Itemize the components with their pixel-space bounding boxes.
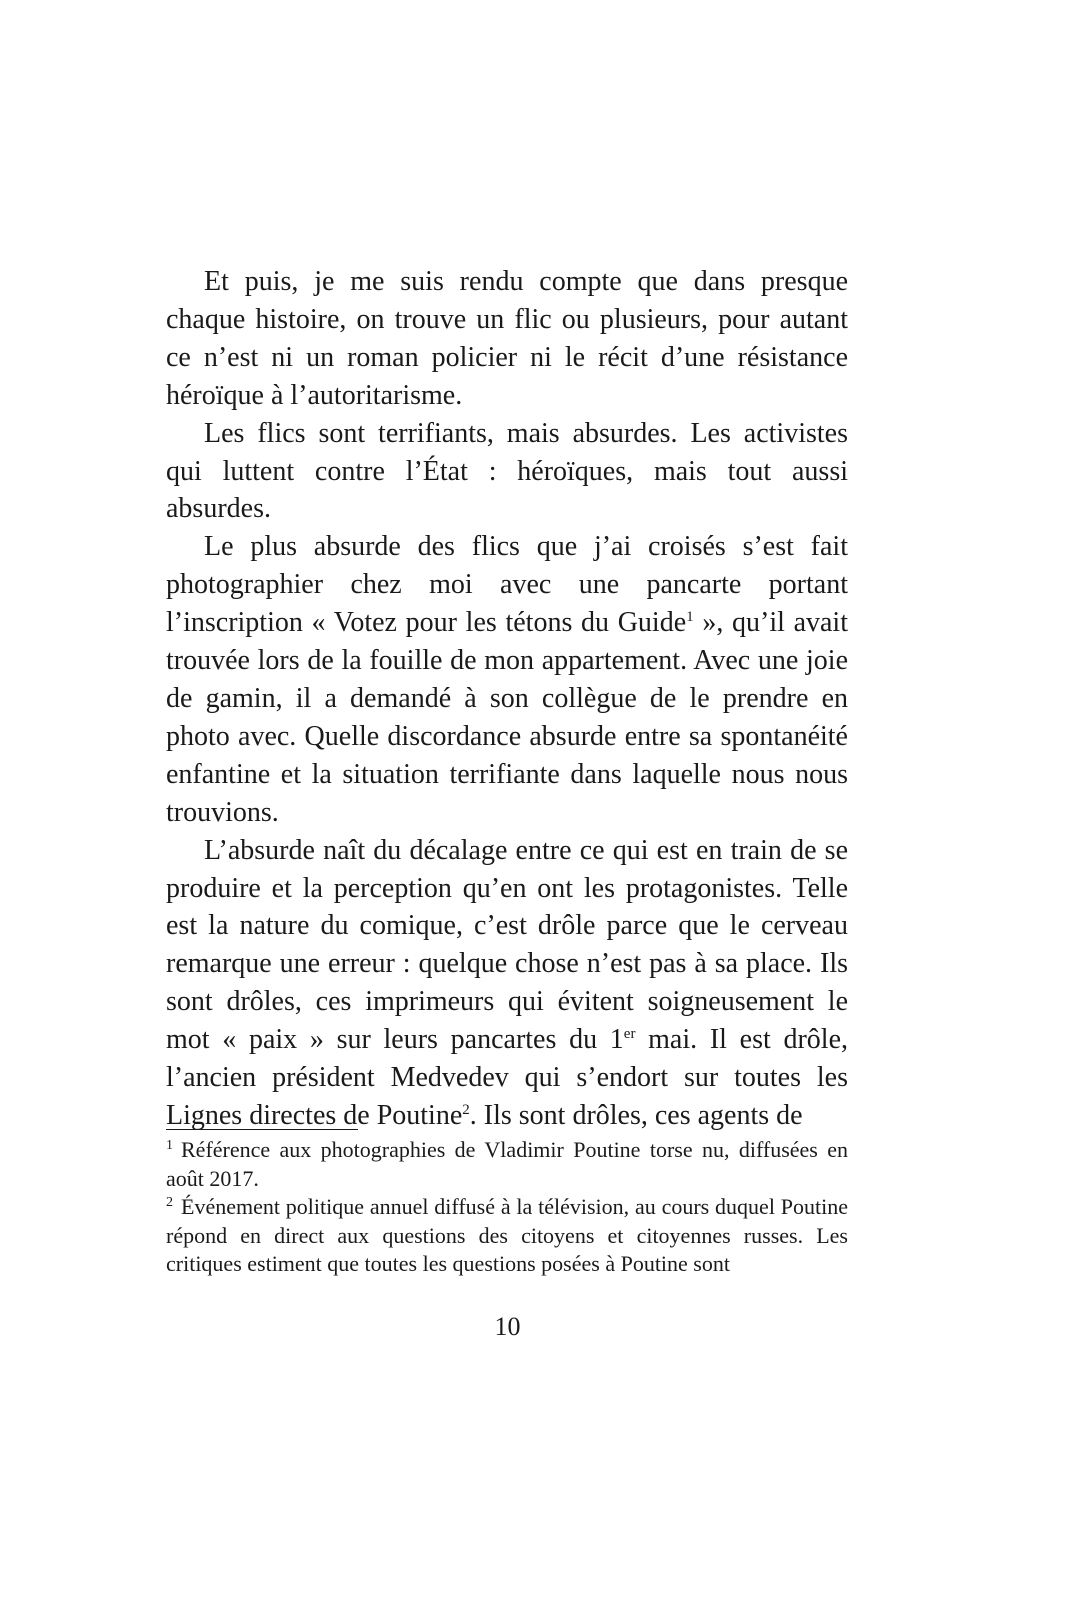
- footnote-marker: 1: [166, 1138, 173, 1153]
- paragraph-4-part-b: mai. Il est drôle, l’ancien président Medvedev qui s’endort sur toutes les Lignes directes de Poutine: [166, 1024, 848, 1131]
- footnote-marker: 2: [166, 1195, 173, 1210]
- footnote-1: [166, 1136, 848, 1193]
- footnotes: [166, 1136, 848, 1279]
- footnote-separator: [166, 1129, 358, 1130]
- footnote-reference-1: 1: [686, 609, 694, 626]
- paragraph-3-part-b: », qu’il avait trouvée lors de la fouille de mon appartement. Avec une joie de gamin, il a demandé à son collègue de le prendre en photo avec. Quelle discordance absurde entre sa spontanéité enfantine et la situation terrifiante dans laquelle nous nous trouvions.: [166, 607, 848, 828]
- paragraph-4-part-c: . Ils sont drôles, ces agents de: [469, 1099, 803, 1131]
- paragraph-2: Les flics sont terrifiants, mais absurdes. Les activistes qui luttent contre l’État : héroïques, mais tout aussi absurdes.: [166, 417, 848, 525]
- ordinal-superscript: er: [623, 1026, 636, 1043]
- footnote-text: Événement politique annuel diffusé à la télévision, au cours duquel Poutine répond en direct aux questions des citoyens et citoyennes russes. Les critiques estiment que toutes les questions posées à Poutine sont: [166, 1194, 848, 1276]
- body-text: [166, 263, 848, 1135]
- footnote-text: Référence aux photographies de Vladimir Poutine torse nu, diffusées en août 2017.: [166, 1137, 848, 1191]
- paragraph-3-part-a: Le plus absurde des flics que j’ai croisés s’est fait photographier chez moi avec une pancarte portant l’inscription « Votez pour les tétons du Guide: [166, 531, 848, 639]
- paragraph-1: Et puis, je me suis rendu compte que dans presque chaque histoire, on trouve un flic ou plusieurs, pour autant ce n’est ni un roman policier ni le récit d’une résistance héroïque à l’autoritarisme.: [166, 266, 848, 411]
- paragraph-4: [166, 832, 848, 1135]
- paragraph-3: [166, 528, 848, 831]
- footnote-reference-2: 2: [462, 1101, 470, 1118]
- paragraph-4-part-a: L’absurde naît du décalage entre ce qui est en train de se produire et la perception qu’en ont les protagonistes. Telle est la nature du comique, c’est drôle parce que le cerveau remarque une erreur : quelque chose n’est pas à sa place. Ils sont drôles, ces imprimeurs qui évitent soigneusement le mot « paix » sur leurs pancartes du 1: [166, 834, 848, 1056]
- footnote-2: [166, 1193, 848, 1279]
- page-number: 10: [494, 1312, 521, 1341]
